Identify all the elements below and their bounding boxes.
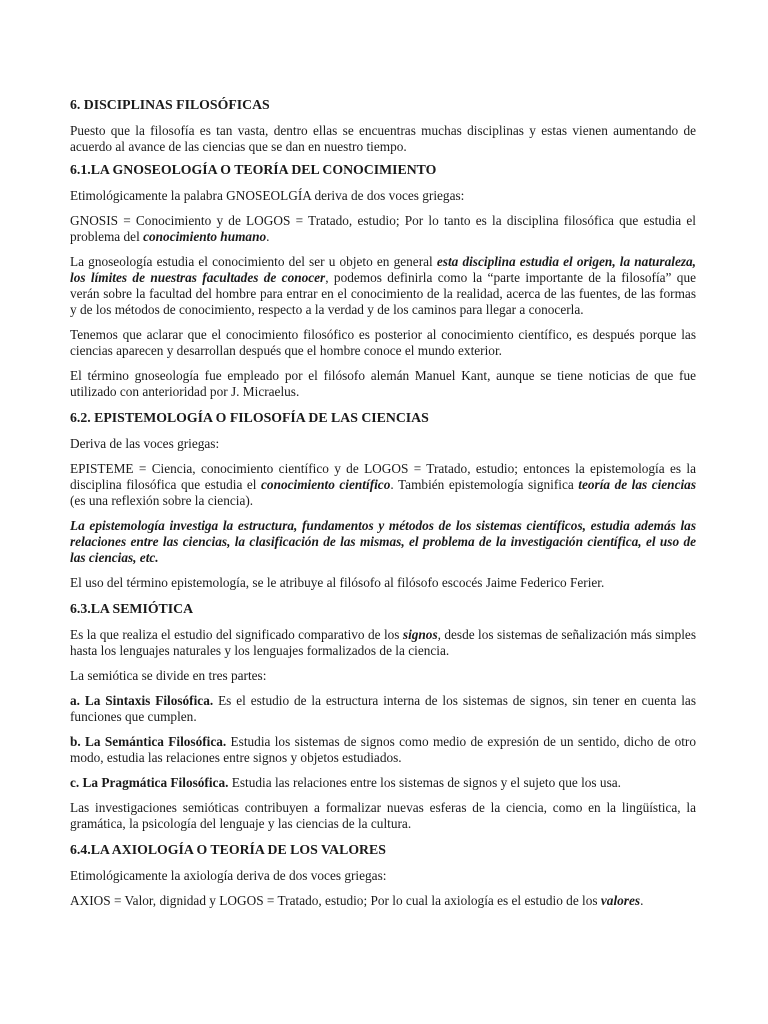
semiotica-contributions: Las investigaciones semióticas contribuyen a formalizar nuevas esferas de la ciencia, como en la lingüística, la gramática, la psicología del lenguaje y las ciencias de la cultura. [70, 800, 696, 831]
text-run: (es una reflexión sobre la ciencia). [70, 493, 254, 508]
text-run: . También epistemología significa [390, 477, 579, 492]
section-6-heading: 6. DISCIPLINAS FILOSÓFICAS [70, 97, 270, 112]
text-run: . [640, 893, 644, 908]
gnoseologia-clarification: Tenemos que aclarar que el conocimiento filosófico es posterior al conocimiento científico, es después porque las ciencias aparecen y desarrollan después que el hombre conoce el mundo exterior. [70, 327, 696, 358]
section-6-2-heading: 6.2. EPISTEMOLOGÍA O FILOSOFÍA DE LAS CIENCIAS [70, 410, 429, 425]
text-run: , podemos definirla como la “parte importante de la filosofía” que verán sobre la facultad del hombre para entrar en el conocimiento de la realidad, acerca de las fuentes, de las formas y de los métodos de conocimiento, respecto a la verdad y de los caminos para llegar a conocerla. [70, 270, 696, 317]
emphasis-text: signos [402, 627, 438, 642]
text-run: , desde los sistemas de señalización más simples hasta los lenguajes naturales y los lenguajes formalizados de la ciencia. [70, 627, 696, 658]
text-run: GNOSIS = Conocimiento y de LOGOS = Tratado, estudio; Por lo tanto es la disciplina filosófica que estudia el problema del [70, 213, 696, 244]
semiotica-part-a [70, 693, 696, 725]
section-6-3-heading: 6.3.LA SEMIÓTICA [70, 601, 194, 616]
epistemologia-definition [70, 461, 696, 509]
gnoseologia-etymology: Etimológicamente la palabra GNOSEOLGÍA deriva de dos voces griegas: [70, 188, 465, 203]
emphasis-text: esta disciplina estudia el origen, la naturaleza, los límites de nuestras facultades de conocer [70, 254, 696, 285]
text-run: La gnoseología estudia el conocimiento del ser u objeto en general [70, 254, 437, 269]
epistemologia-etymology: Deriva de las voces griegas: [70, 436, 220, 451]
emphasis-text: conocimiento humano [143, 229, 267, 244]
axiologia-definition [70, 893, 696, 909]
text-run: . [266, 229, 270, 244]
epistemologia-history: El uso del término epistemología, se le atribuye al filósofo al filósofo escocés Jaime Federico Ferier. [70, 575, 605, 590]
emphasis-text: valores [600, 893, 641, 908]
semiotica-part-c [70, 775, 696, 791]
text-run: Es la que realiza el estudio del significado comparativo de los [70, 627, 403, 642]
text-run: EPISTEME = Ciencia, conocimiento científico y de LOGOS = Tratado, estudio; entonces la epistemología es la disciplina filosófica que estudia el [70, 461, 696, 492]
text-run: Es el estudio de la estructura interna de los sistemas de signos, sin tener en cuenta las funciones que cumplen. [70, 693, 696, 724]
document-body [70, 96, 696, 918]
axiologia-etymology: Etimológicamente la axiología deriva de dos voces griegas: [70, 868, 387, 883]
emphasis-text: conocimiento científico [261, 477, 391, 492]
part-label: b. La Semántica Filosófica. [70, 734, 227, 749]
text-run: Estudia los sistemas de signos como medio de expresión de un sentido, dicho de otro modo, estudia las relaciones entre signos y objetos estudiados. [70, 734, 696, 765]
epistemologia-scope: La epistemología investiga la estructura, fundamentos y métodos de los sistemas científicos, estudia además las relaciones entre las ciencias, la clasificación de las mismas, el problema de la investigación científica, el uso de las ciencias, etc. [70, 518, 696, 565]
gnoseologia-definition [70, 213, 696, 245]
gnoseologia-scope [70, 254, 696, 318]
semiotica-definition [70, 627, 696, 659]
part-label: c. La Pragmática Filosófica. [70, 775, 229, 790]
semiotica-part-b [70, 734, 696, 766]
text-run: Estudia las relaciones entre los sistemas de signos y el sujeto que los usa. [228, 775, 621, 790]
emphasis-text: teoría de las ciencias [578, 477, 697, 492]
section-6-4-heading: 6.4.LA AXIOLOGÍA O TEORÍA DE LOS VALORES [70, 842, 386, 857]
semiotica-parts-intro: La semiótica se divide en tres partes: [70, 668, 267, 683]
gnoseologia-history: El término gnoseología fue empleado por el filósofo alemán Manuel Kant, aunque se tiene noticias de que fue utilizado con anterioridad por J. Micraelus. [70, 368, 696, 399]
section-6-intro: Puesto que la filosofía es tan vasta, dentro ellas se encuentras muchas disciplinas y estas vienen aumentando de acuerdo al avance de las ciencias que se dan en nuestro tiempo. [70, 123, 696, 154]
section-6-1-heading: 6.1.LA GNOSEOLOGÍA O TEORÍA DEL CONOCIMIENTO [70, 162, 437, 177]
text-run: AXIOS = Valor, dignidad y LOGOS = Tratado, estudio; Por lo cual la axiología es el estudio de los [70, 893, 601, 908]
part-label: a. La Sintaxis Filosófica. [70, 693, 214, 708]
